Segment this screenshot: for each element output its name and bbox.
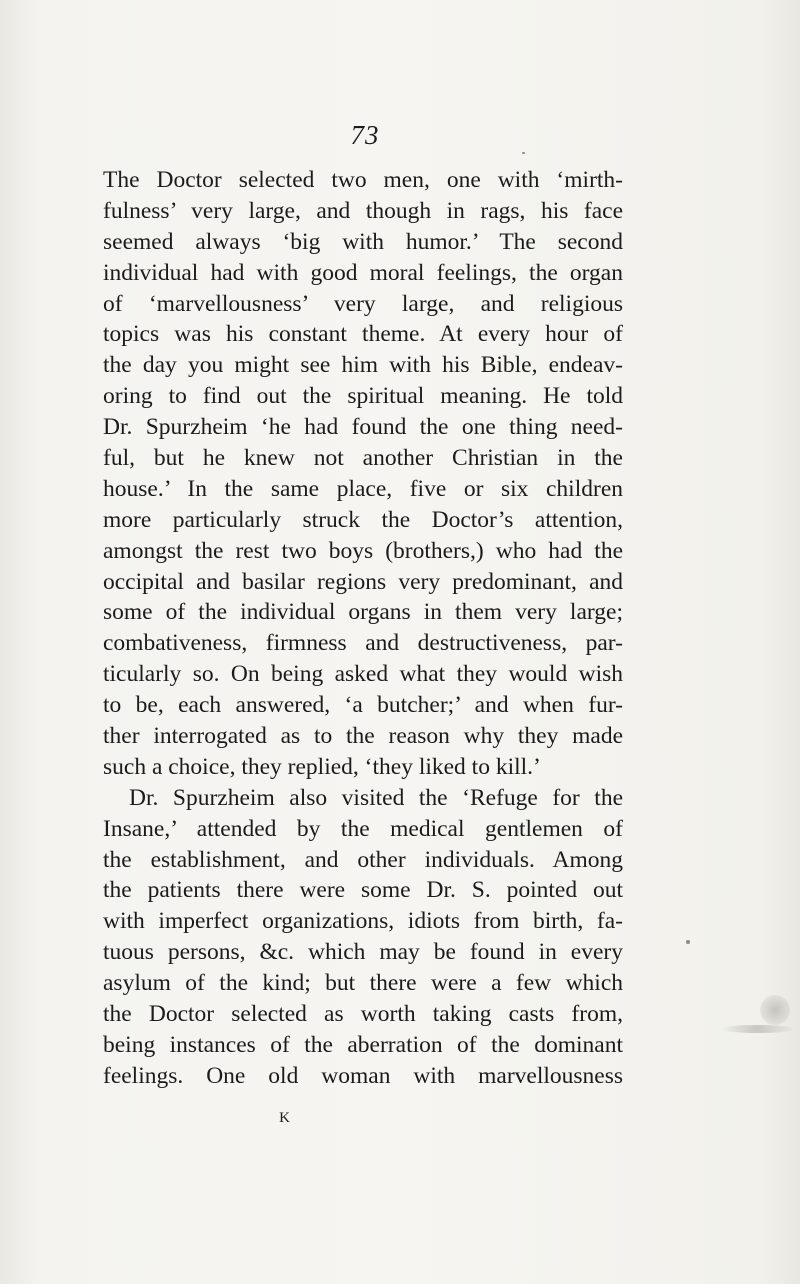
text-line: feelings. One old woman with marvellousness bbox=[103, 1062, 623, 1089]
text-line: some of the individual organs in them very large; bbox=[103, 599, 623, 626]
text-line: house.’ In the same place, five or six children bbox=[103, 475, 623, 502]
text-line: with imperfect organizations, idiots from birth, fa- bbox=[103, 908, 623, 935]
signature-mark: K bbox=[279, 1110, 291, 1126]
text-line: the patients there were some Dr. S. pointed out bbox=[103, 877, 623, 904]
text-line: The Doctor selected two men, one with ‘mirth- bbox=[103, 167, 623, 193]
text-line: ful, but he knew not another Christian in the bbox=[103, 445, 623, 472]
text-line: occipital and basilar regions very predominant, and bbox=[103, 568, 623, 595]
body-text bbox=[103, 165, 623, 1092]
text-line: fulness’ very large, and though in rags, his face bbox=[103, 197, 623, 224]
text-line: amongst the rest two boys (brothers,) who had the bbox=[103, 537, 623, 564]
text-line: ther interrogated as to the reason why they made bbox=[103, 723, 623, 750]
scan-smudge bbox=[720, 1025, 795, 1033]
text-line: Insane,’ attended by the medical gentlemen of bbox=[103, 815, 623, 842]
scan-speck bbox=[686, 940, 690, 944]
text-line: asylum of the kind; but there were a few which bbox=[103, 970, 623, 997]
text-line: individual had with good moral feelings, the organ bbox=[103, 259, 623, 286]
text-line: oring to find out the spiritual meaning. He told bbox=[103, 383, 623, 410]
text-line: Dr. Spurzheim also visited the ‘Refuge for the bbox=[129, 784, 623, 811]
text-line: the Doctor selected as worth taking casts from, bbox=[103, 1001, 623, 1028]
text-line: to be, each answered, ‘a butcher;’ and when fur- bbox=[103, 692, 623, 719]
text-line: the day you might see him with his Bible, endeav- bbox=[103, 352, 623, 379]
text-line: such a choice, they replied, ‘they liked to kill.’ bbox=[103, 753, 541, 780]
text-line: seemed always ‘big with humor.’ The second bbox=[103, 228, 623, 255]
scan-smudge bbox=[760, 995, 790, 1025]
text-line: being instances of the aberration of the dominant bbox=[103, 1031, 623, 1058]
text-line: the establishment, and other individuals. Among bbox=[103, 846, 623, 873]
page-number: 73 bbox=[350, 120, 380, 150]
text-line: of ‘marvellousness’ very large, and religious bbox=[103, 290, 623, 317]
text-line: ticularly so. On being asked what they would wish bbox=[103, 661, 623, 688]
text-line: tuous persons, &c. which may be found in every bbox=[103, 939, 623, 966]
text-line: more particularly struck the Doctor’s attention, bbox=[103, 506, 623, 533]
scan-speck bbox=[522, 152, 525, 154]
text-line: Dr. Spurzheim ‘he had found the one thing need- bbox=[103, 414, 623, 441]
text-line: combativeness, firmness and destructiveness, par- bbox=[103, 630, 623, 657]
text-line: topics was his constant theme. At every hour of bbox=[103, 321, 623, 348]
